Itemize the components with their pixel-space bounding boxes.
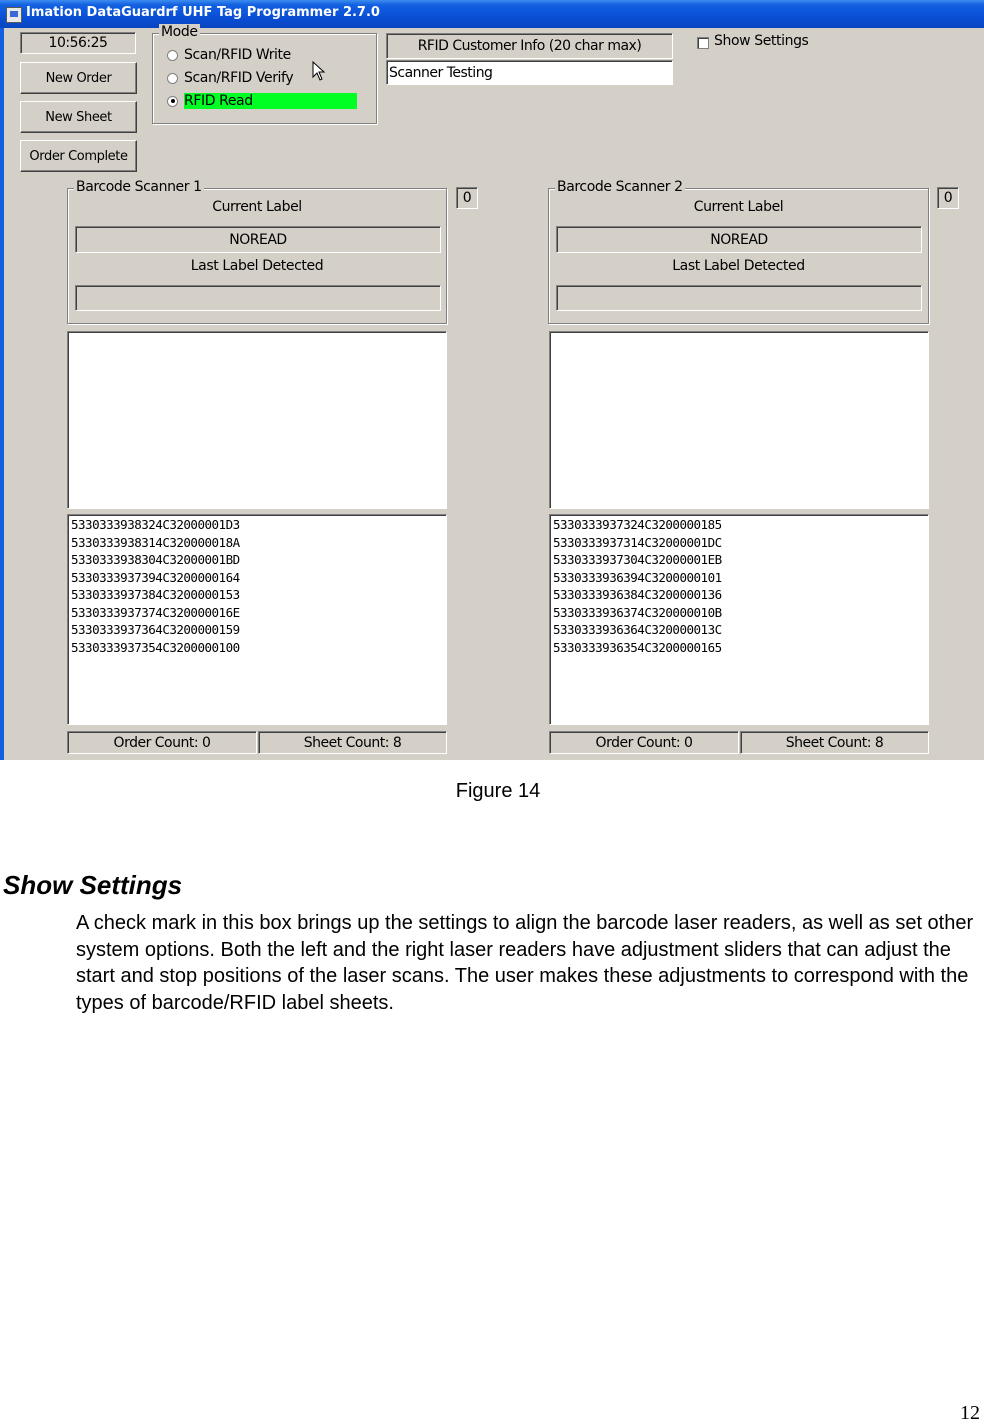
code-row: 5330333936374C320000010B	[553, 604, 722, 620]
app-icon	[6, 7, 22, 23]
scanner-2-image-area	[549, 331, 929, 509]
scanner-2-current-label: NOREAD	[556, 226, 922, 253]
code-row: 5330333937314C32000001DC	[553, 534, 722, 550]
scanner-1-sheet-count: Sheet Count: 8	[258, 731, 447, 754]
scanner-2-codes	[553, 516, 722, 656]
scanner-2-legend: Barcode Scanner 2	[557, 179, 683, 195]
code-row: 5330333937374C320000016E	[71, 604, 240, 620]
window-border	[0, 28, 4, 760]
scanner-1-codes	[71, 516, 240, 656]
body-paragraph: A check mark in this box brings up the settings to align the barcode laser readers, as well as set other system options. Both the left and the right laser readers have adjustment sliders that can adjust the start and stop positions of the laser scans. The user makes these adjustments to correspond with the types of barcode/RFID label sheets.	[76, 912, 974, 1014]
scanner-1-image-area	[67, 331, 447, 509]
mode-option-read[interactable]	[167, 91, 357, 111]
mode-option-write[interactable]	[167, 45, 291, 65]
scanner-2-sheet-count: Sheet Count: 8	[740, 731, 929, 754]
mode-option-read-label: RFID Read	[184, 93, 357, 109]
mode-legend: Mode	[161, 24, 198, 40]
section-heading: Show Settings	[3, 870, 183, 900]
barcode-scanner-2-group	[548, 179, 929, 324]
code-row: 5330333936364C320000013C	[553, 622, 722, 637]
code-row: 5330333938304C32000001BD	[71, 552, 240, 567]
barcode-scanner-1-group	[67, 179, 447, 324]
show-settings-label[interactable]: Show Settings	[714, 33, 809, 49]
scanner-2-order-count: Order Count: 0	[549, 731, 739, 754]
scanner-1-current-label: NOREAD	[75, 226, 441, 253]
customer-info-input[interactable]: Scanner Testing	[386, 60, 673, 85]
code-row: 5330333937304C32000001EB	[553, 552, 722, 567]
scanner-1-legend: Barcode Scanner 1	[76, 179, 202, 195]
radio-verify[interactable]	[167, 73, 178, 84]
order-complete-button[interactable]: Order Complete	[20, 140, 137, 172]
code-row: 5330333938314C320000018A	[71, 534, 240, 550]
code-row: 5330333937384C3200000153	[71, 587, 240, 602]
code-row: 5330333937394C3200000164	[71, 569, 240, 585]
scanner-2-current-label-caption: Current Label	[693, 199, 784, 215]
title-bar[interactable]	[0, 0, 984, 28]
code-row: 5330333937324C3200000185	[553, 517, 722, 532]
mode-option-write-label: Scan/RFID Write	[184, 47, 291, 63]
code-row: 5330333936384C3200000136	[553, 587, 722, 602]
scanner-2-count: 0	[937, 187, 959, 209]
scanner-1-last-label	[75, 285, 441, 311]
window-title: Imation DataGuardrf UHF Tag Programmer 2.7.0	[26, 5, 380, 20]
code-row: 5330333937364C3200000159	[71, 622, 240, 637]
mode-group	[152, 24, 377, 124]
radio-read[interactable]	[167, 96, 178, 107]
code-row: 5330333938324C32000001D3	[71, 517, 240, 532]
scanner-1-last-label-caption: Last Label Detected	[190, 258, 324, 274]
scanner-2-last-label-caption: Last Label Detected	[672, 258, 805, 274]
code-row: 5330333937354C3200000100	[71, 639, 240, 655]
scanner-1-count: 0	[456, 187, 478, 209]
scanner-2-last-label	[556, 285, 922, 311]
clock-display: 10:56:25	[20, 32, 136, 54]
radio-write[interactable]	[167, 50, 178, 61]
page-number: 12	[960, 1402, 980, 1424]
mode-option-verify[interactable]	[167, 68, 293, 88]
new-sheet-button[interactable]: New Sheet	[20, 101, 137, 133]
code-row: 5330333936354C3200000165	[553, 639, 722, 655]
mouse-cursor-icon	[312, 61, 326, 81]
show-settings-checkbox[interactable]	[697, 37, 709, 49]
scanner-1-order-count: Order Count: 0	[67, 731, 257, 754]
figure-caption: Figure 14	[455, 780, 541, 802]
scanner-1-code-list[interactable]	[67, 514, 447, 725]
customer-info-label: RFID Customer Info (20 char max)	[386, 33, 673, 59]
scanner-2-code-list[interactable]	[549, 514, 929, 725]
scanner-1-current-label-caption: Current Label	[212, 199, 302, 215]
mode-option-verify-label: Scan/RFID Verify	[184, 70, 294, 86]
new-order-button[interactable]: New Order	[20, 62, 137, 94]
code-row: 5330333936394C3200000101	[553, 569, 722, 585]
